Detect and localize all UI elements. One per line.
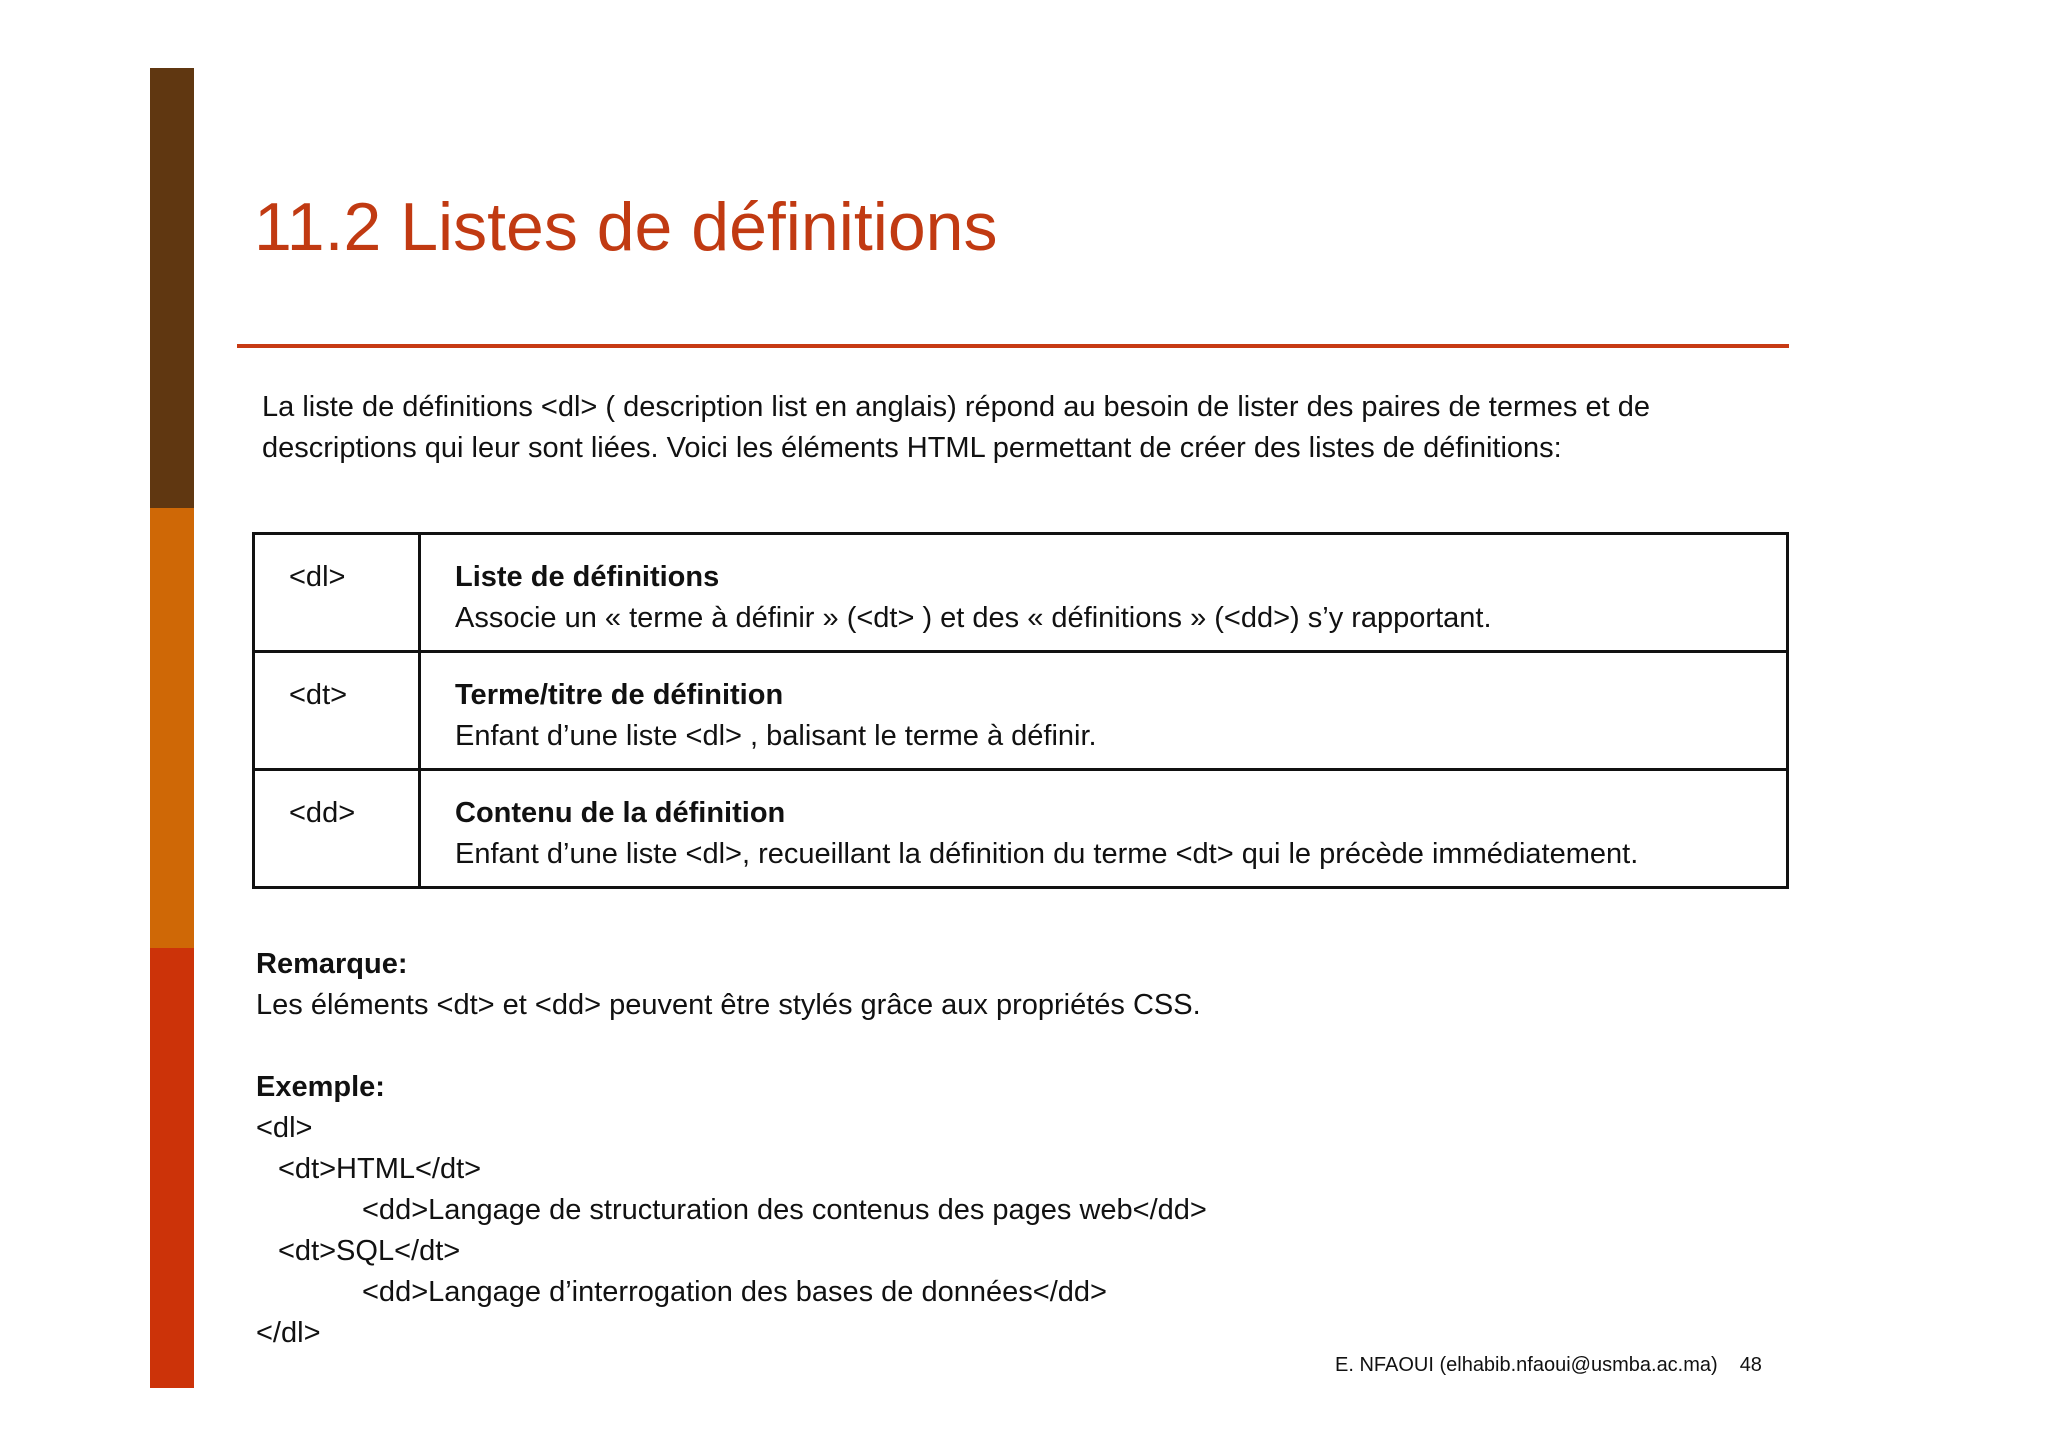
table-row [254, 652, 1788, 770]
term-description: Enfant d’une liste <dl>, recueillant la définition du terme <dt> qui le précède immédiatement. [455, 838, 1639, 870]
term-description: Associe un « terme à définir » (<dt> ) et des « définitions » (<dd>) s’y rapportant. [455, 602, 1492, 634]
remark-text: Les éléments <dt> et <dd> peuvent être stylés grâce aux propriétés CSS. [256, 989, 1201, 1021]
term-title: Contenu de la définition [455, 797, 786, 829]
definitions-table [252, 532, 1789, 889]
code-line: <dd>Langage d’interrogation des bases de données</dd> [362, 1276, 1107, 1308]
code-line: <dl> [256, 1112, 313, 1144]
intro-line: La liste de définitions <dl> ( description list en anglais) répond au besoin de lister des paires de termes et de [262, 391, 1650, 423]
remark-heading: Remarque: [256, 948, 408, 980]
tag-cell: <dl> [254, 534, 420, 652]
notes-section [256, 944, 1207, 1354]
tag-cell: <dd> [254, 770, 420, 888]
term-title: Liste de définitions [455, 561, 720, 593]
code-line: <dt>HTML</dt> [278, 1153, 482, 1185]
footer [1335, 1354, 1762, 1377]
code-line: <dd>Langage de structuration des contenus des pages web</dd> [362, 1194, 1207, 1226]
slide-title: 11.2 Listes de définitions [254, 189, 998, 265]
table-row [254, 534, 1788, 652]
code-line: <dt>SQL</dt> [278, 1235, 461, 1267]
intro-paragraph [262, 387, 1782, 469]
intro-line: descriptions qui leur sont liées. Voici les éléments HTML permettant de créer des listes de définitions: [262, 432, 1562, 464]
page-number: 48 [1739, 1354, 1762, 1376]
term-title: Terme/titre de définition [455, 679, 784, 711]
footer-author: E. NFAOUI (elhabib.nfaoui@usmba.ac.ma) [1335, 1354, 1718, 1376]
decorative-bar-red [150, 948, 194, 1388]
decorative-bar-orange [150, 508, 194, 948]
example-heading: Exemple: [256, 1071, 385, 1103]
tag-cell: <dt> [254, 652, 420, 770]
description-cell [420, 770, 1788, 888]
table-row [254, 770, 1788, 888]
description-cell [420, 534, 1788, 652]
code-line: </dl> [256, 1317, 321, 1349]
description-cell [420, 652, 1788, 770]
code-example [256, 1108, 1207, 1354]
term-description: Enfant d’une liste <dl> , balisant le terme à définir. [455, 720, 1097, 752]
title-divider [237, 344, 1789, 348]
decorative-bar-brown [150, 68, 194, 508]
